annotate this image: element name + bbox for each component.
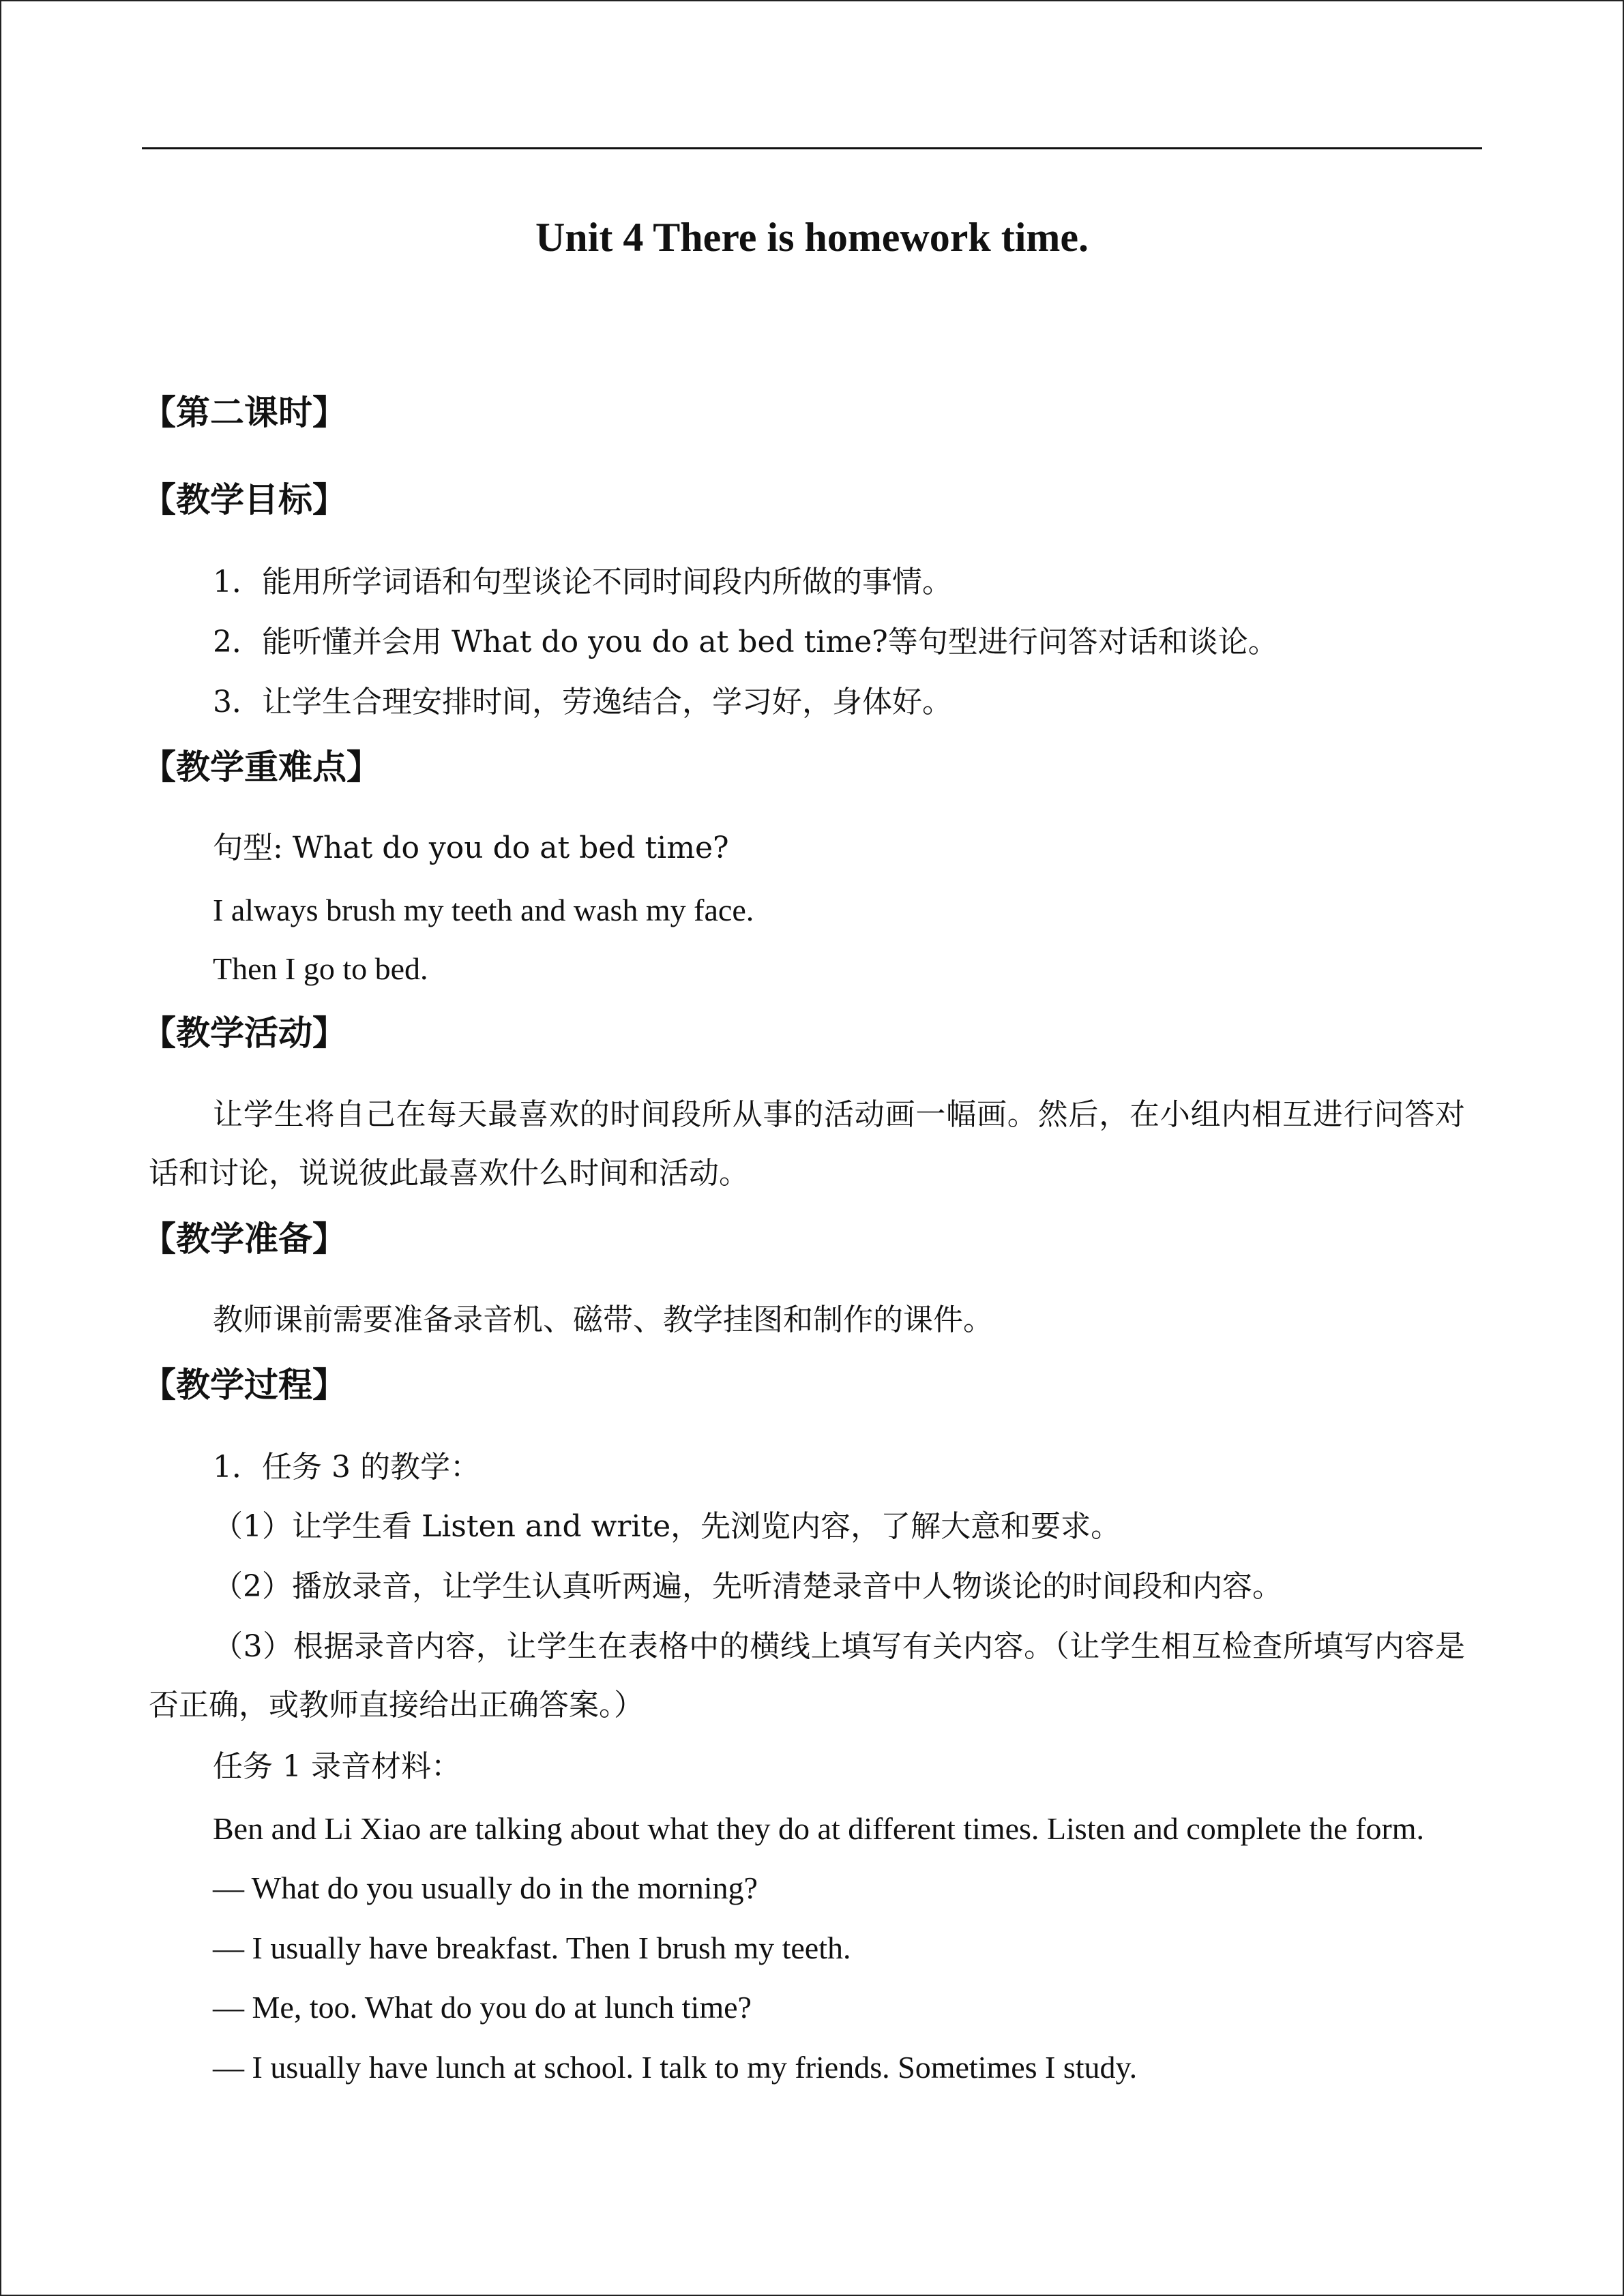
objective-item: 1．能用所学词语和句型谈论不同时间段内所做的事情。 [213, 565, 952, 599]
preparation-heading: 【教学准备】 [142, 1219, 346, 1259]
process-task-title: 1．任务 3 的教学： [213, 1450, 480, 1485]
material-intro: Ben and Li Xiao are talking about what they do at different times. Listen and complete the form. [213, 1811, 1425, 1846]
material-title: 任务 1 录音材料： [213, 1749, 461, 1784]
process-step: （1）让学生看 Listen and write，先浏览内容，了解大意和要求。 [213, 1509, 1121, 1544]
preparation-text: 教师课前需要准备录音机、磁带、教学挂图和制作的课件。 [213, 1302, 993, 1337]
header-rule [142, 147, 1482, 149]
objectives-heading: 【教学目标】 [142, 480, 346, 520]
key-point-line: 句型: What do you do at bed time? [213, 831, 729, 865]
key-point-line: Then I go to bed. [213, 951, 428, 986]
activities-paragraph: 让学生将自己在每天最喜欢的时间段所从事的活动画一幅画。然后，在小组内相互进行问答对话和讨论，说说彼此最喜欢什么时间和活动。 [149, 1097, 1465, 1191]
activities-heading: 【教学活动】 [142, 1013, 346, 1053]
document-title: Unit 4 There is homework time. [535, 215, 1089, 260]
objective-item: 3．让学生合理安排时间，劳逸结合，学习好，身体好。 [213, 685, 952, 719]
process-heading: 【教学过程】 [142, 1365, 346, 1405]
key-points-heading: 【教学重难点】 [142, 747, 381, 787]
dialogue-line: — What do you usually do in the morning? [213, 1870, 758, 1905]
lesson-heading: 【第二课时】 [142, 393, 346, 432]
dialogue-line: — I usually have breakfast. Then I brush my teeth. [213, 1930, 851, 1965]
process-step: （3）根据录音内容，让学生在表格中的横线上填写有关内容。（让学生相互检查所填写内容是否正确，或教师直接给出正确答案。） [149, 1629, 1465, 1723]
dialogue-line: — Me, too. What do you do at lunch time? [213, 1990, 752, 2025]
process-step: （2）播放录音，让学生认真听两遍，先听清楚录音中人物谈论的时间段和内容。 [213, 1569, 1282, 1604]
key-point-line: I always brush my teeth and wash my face. [213, 893, 754, 927]
objective-item: 2．能听懂并会用 What do you do at bed time?等句型进行问答对话和谈论。 [213, 625, 1278, 659]
dialogue-line: — I usually have lunch at school. I talk to my friends. Sometimes I study. [213, 2050, 1138, 2085]
